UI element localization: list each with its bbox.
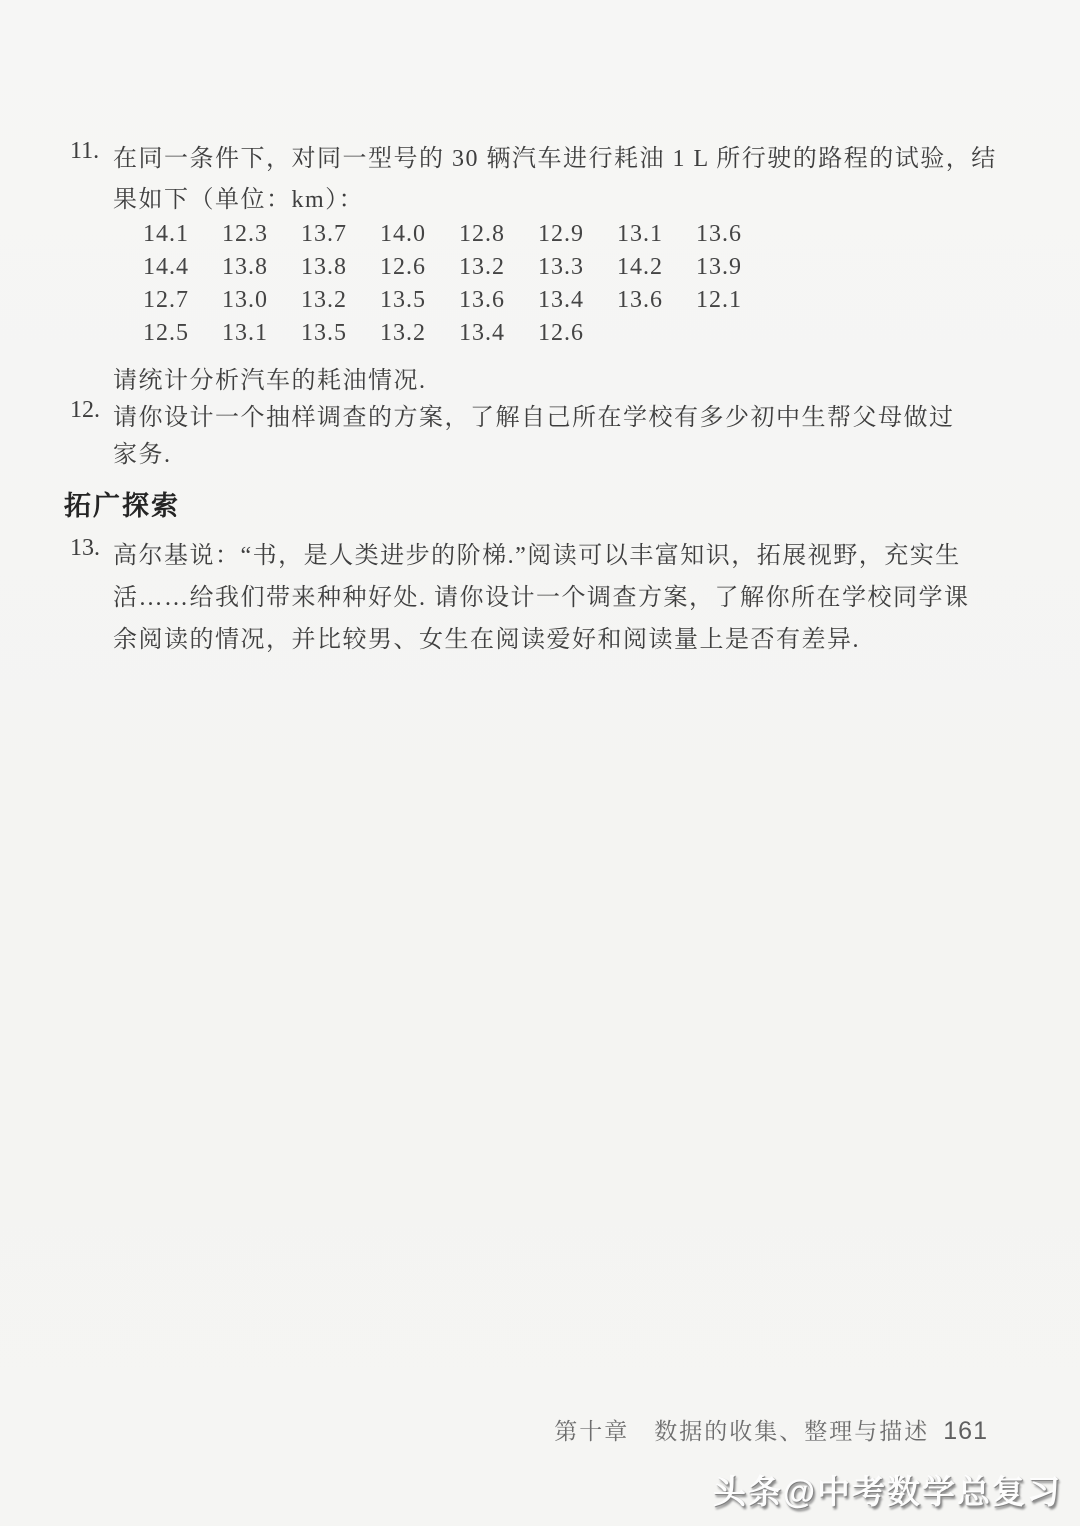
data-value: 14.0 (380, 221, 426, 247)
problem-11-line-2: 果如下（单位：km）： (113, 187, 365, 213)
data-value: 14.4 (143, 254, 189, 280)
problem-13-number: 13. (70, 535, 100, 561)
data-value: 12.6 (538, 320, 584, 346)
data-value: 13.1 (222, 320, 268, 346)
problem-13-line-1: 高尔基说：“书，是人类进步的阶梯.”阅读可以丰富知识，拓展视野，充实生 (113, 543, 961, 569)
data-value: 13.2 (301, 287, 347, 313)
data-value: 13.1 (617, 221, 663, 247)
data-value: 13.4 (538, 287, 584, 313)
data-value: 13.4 (459, 320, 505, 346)
problem-11-closing: 请统计分析汽车的耗油情况. (113, 368, 427, 394)
data-row-2 (143, 254, 771, 281)
data-value: 12.1 (696, 287, 742, 313)
problem-12-line-1: 请你设计一个抽样调查的方案，了解自己所在学校有多少初中生帮父母做过 (113, 405, 955, 431)
data-value: 13.8 (301, 254, 347, 280)
data-value: 13.0 (222, 287, 268, 313)
data-value: 14.1 (143, 221, 189, 247)
data-value: 14.2 (617, 254, 663, 280)
problem-11-number: 11. (70, 138, 100, 164)
page-footer (554, 1413, 988, 1446)
data-value: 12.5 (143, 320, 189, 346)
problem-11-line-1: 在同一条件下，对同一型号的 30 辆汽车进行耗油 1 L 所行驶的路程的试验，结 (113, 146, 997, 172)
data-row-4 (143, 320, 613, 347)
watermark-text: 头条@中考数学总复习 (712, 1473, 1062, 1510)
data-value: 12.9 (538, 221, 584, 247)
data-value: 13.9 (696, 254, 742, 280)
data-value: 13.7 (301, 221, 347, 247)
data-value: 12.3 (222, 221, 268, 247)
data-row-3 (143, 287, 771, 314)
problem-12-number: 12. (70, 397, 100, 423)
data-value: 12.7 (143, 287, 189, 313)
data-value: 12.8 (459, 221, 505, 247)
data-row-1 (143, 221, 771, 248)
footer-chapter-title: 第十章 数据的收集、整理与描述 (554, 1419, 930, 1444)
problem-13-line-3: 余阅读的情况，并比较男、女生在阅读爱好和阅读量上是否有差异. (113, 627, 860, 653)
data-value: 13.6 (459, 287, 505, 313)
data-value: 13.6 (696, 221, 742, 247)
data-value: 13.8 (222, 254, 268, 280)
problem-13-line-2: 活……给我们带来种种好处. 请你设计一个调查方案，了解你所在学校同学课 (113, 585, 970, 611)
data-value: 13.3 (538, 254, 584, 280)
data-value: 12.6 (380, 254, 426, 280)
data-value: 13.2 (380, 320, 426, 346)
data-value: 13.2 (459, 254, 505, 280)
data-value: 13.5 (301, 320, 347, 346)
section-header: 拓广探索 (64, 491, 180, 521)
problem-12-line-2: 家务. (113, 442, 172, 468)
data-value: 13.6 (617, 287, 663, 313)
data-value: 13.5 (380, 287, 426, 313)
footer-page-number: 161 (943, 1417, 988, 1445)
